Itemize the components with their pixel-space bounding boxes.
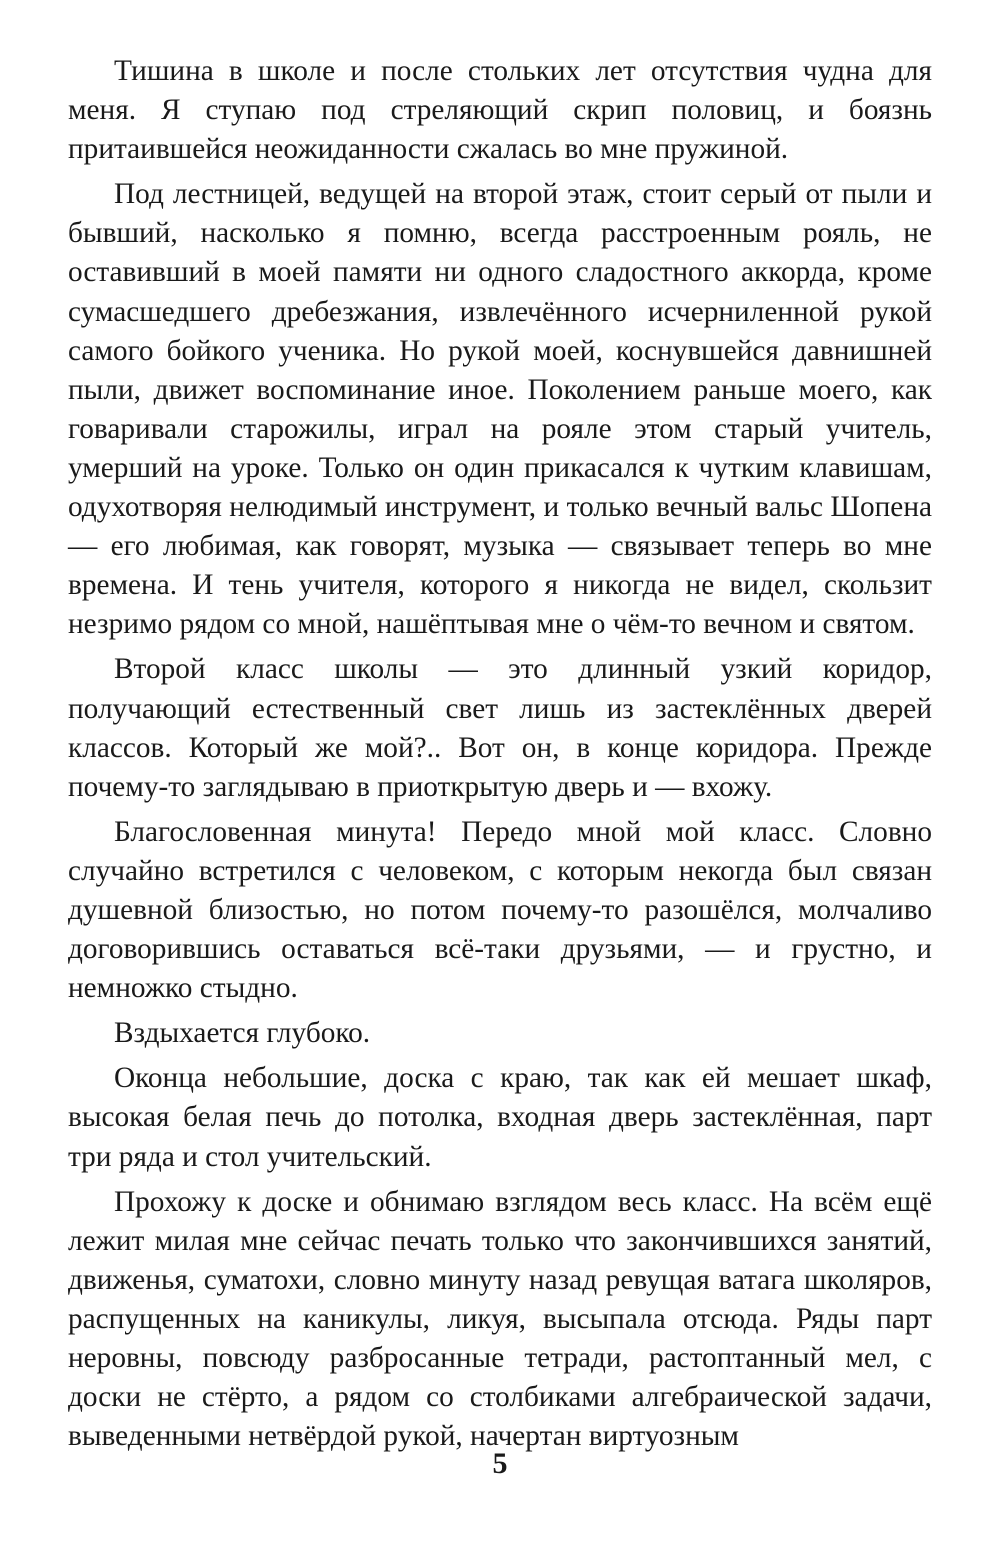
paragraph: Благословенная минута! Передо мной мой класс. Словно случайно встретился с человеком, с которым некогда был связан душевной близостью, но потом почему-то разошёлся, молчаливо договорившись оставаться всё-таки друзьями, — и грустно, и немножко стыдно. bbox=[68, 815, 932, 1005]
paragraph: Тишина в школе и после стольких лет отсутствия чудна для меня. Я ступаю под стреляющий скрип половиц, и боязнь притаившейся неожиданности сжалась во мне пружиной. bbox=[68, 55, 932, 166]
paragraph: Вздыхается глубоко. bbox=[114, 1017, 371, 1050]
page-text bbox=[68, 52, 932, 1456]
page-number: 5 bbox=[492, 1447, 508, 1480]
paragraph: Под лестницей, ведущей на второй этаж, стоит серый от пыли и бывший, насколько я помню, всегда расстроенным рояль, не оставивший в моей памяти ни одного сладостного аккорда, кроме сумасшедшего дребезжания, извлечённого исчерниленной рукой самого бойкого ученика. Но рукой моей, коснувшейся давнишней пыли, движет воспоминание иное. Поколением раньше моего, как говаривали старожилы, играл на рояле этом старый учитель, умерший на уроке. Только он один прикасался к чутким клавишам, одухотворяя нелюдимый инструмент, и только вечный вальс Шопена — его любимая, как говорят, музыка — связывает теперь во мне времена. И тень учителя, которого я никогда не видел, скользит незримо рядом со мной, нашёптывая мне о чём-то вечном и святом. bbox=[68, 178, 932, 641]
paragraph: Оконца небольшие, доска с краю, так как ей мешает шкаф, высокая белая печь до потолка, входная дверь застеклённая, парт три ряда и стол учительский. bbox=[68, 1062, 932, 1173]
paragraph: Второй класс школы — это длинный узкий коридор, получающий естественный свет лишь из застеклённых дверей классов. Который же мой?.. Вот он, в конце коридора. Прежде почему-то заглядываю в приоткрытую дверь и — вхожу. bbox=[68, 653, 932, 803]
paragraph: Прохожу к доске и обнимаю взглядом весь класс. На всём ещё лежит милая мне сейчас печать только что закончившихся занятий, движенья, суматохи, словно минуту назад ревущая ватага школяров, распущенных на каникулы, ликуя, высыпала отсюда. Ряды парт неровны, повсюду разбросанные тетради, растоптанный мел, с доски не стёрто, а рядом со столбиками алгебраической задачи, выведенными нетвёрдой рукой, начертан виртуозным bbox=[68, 1185, 932, 1453]
